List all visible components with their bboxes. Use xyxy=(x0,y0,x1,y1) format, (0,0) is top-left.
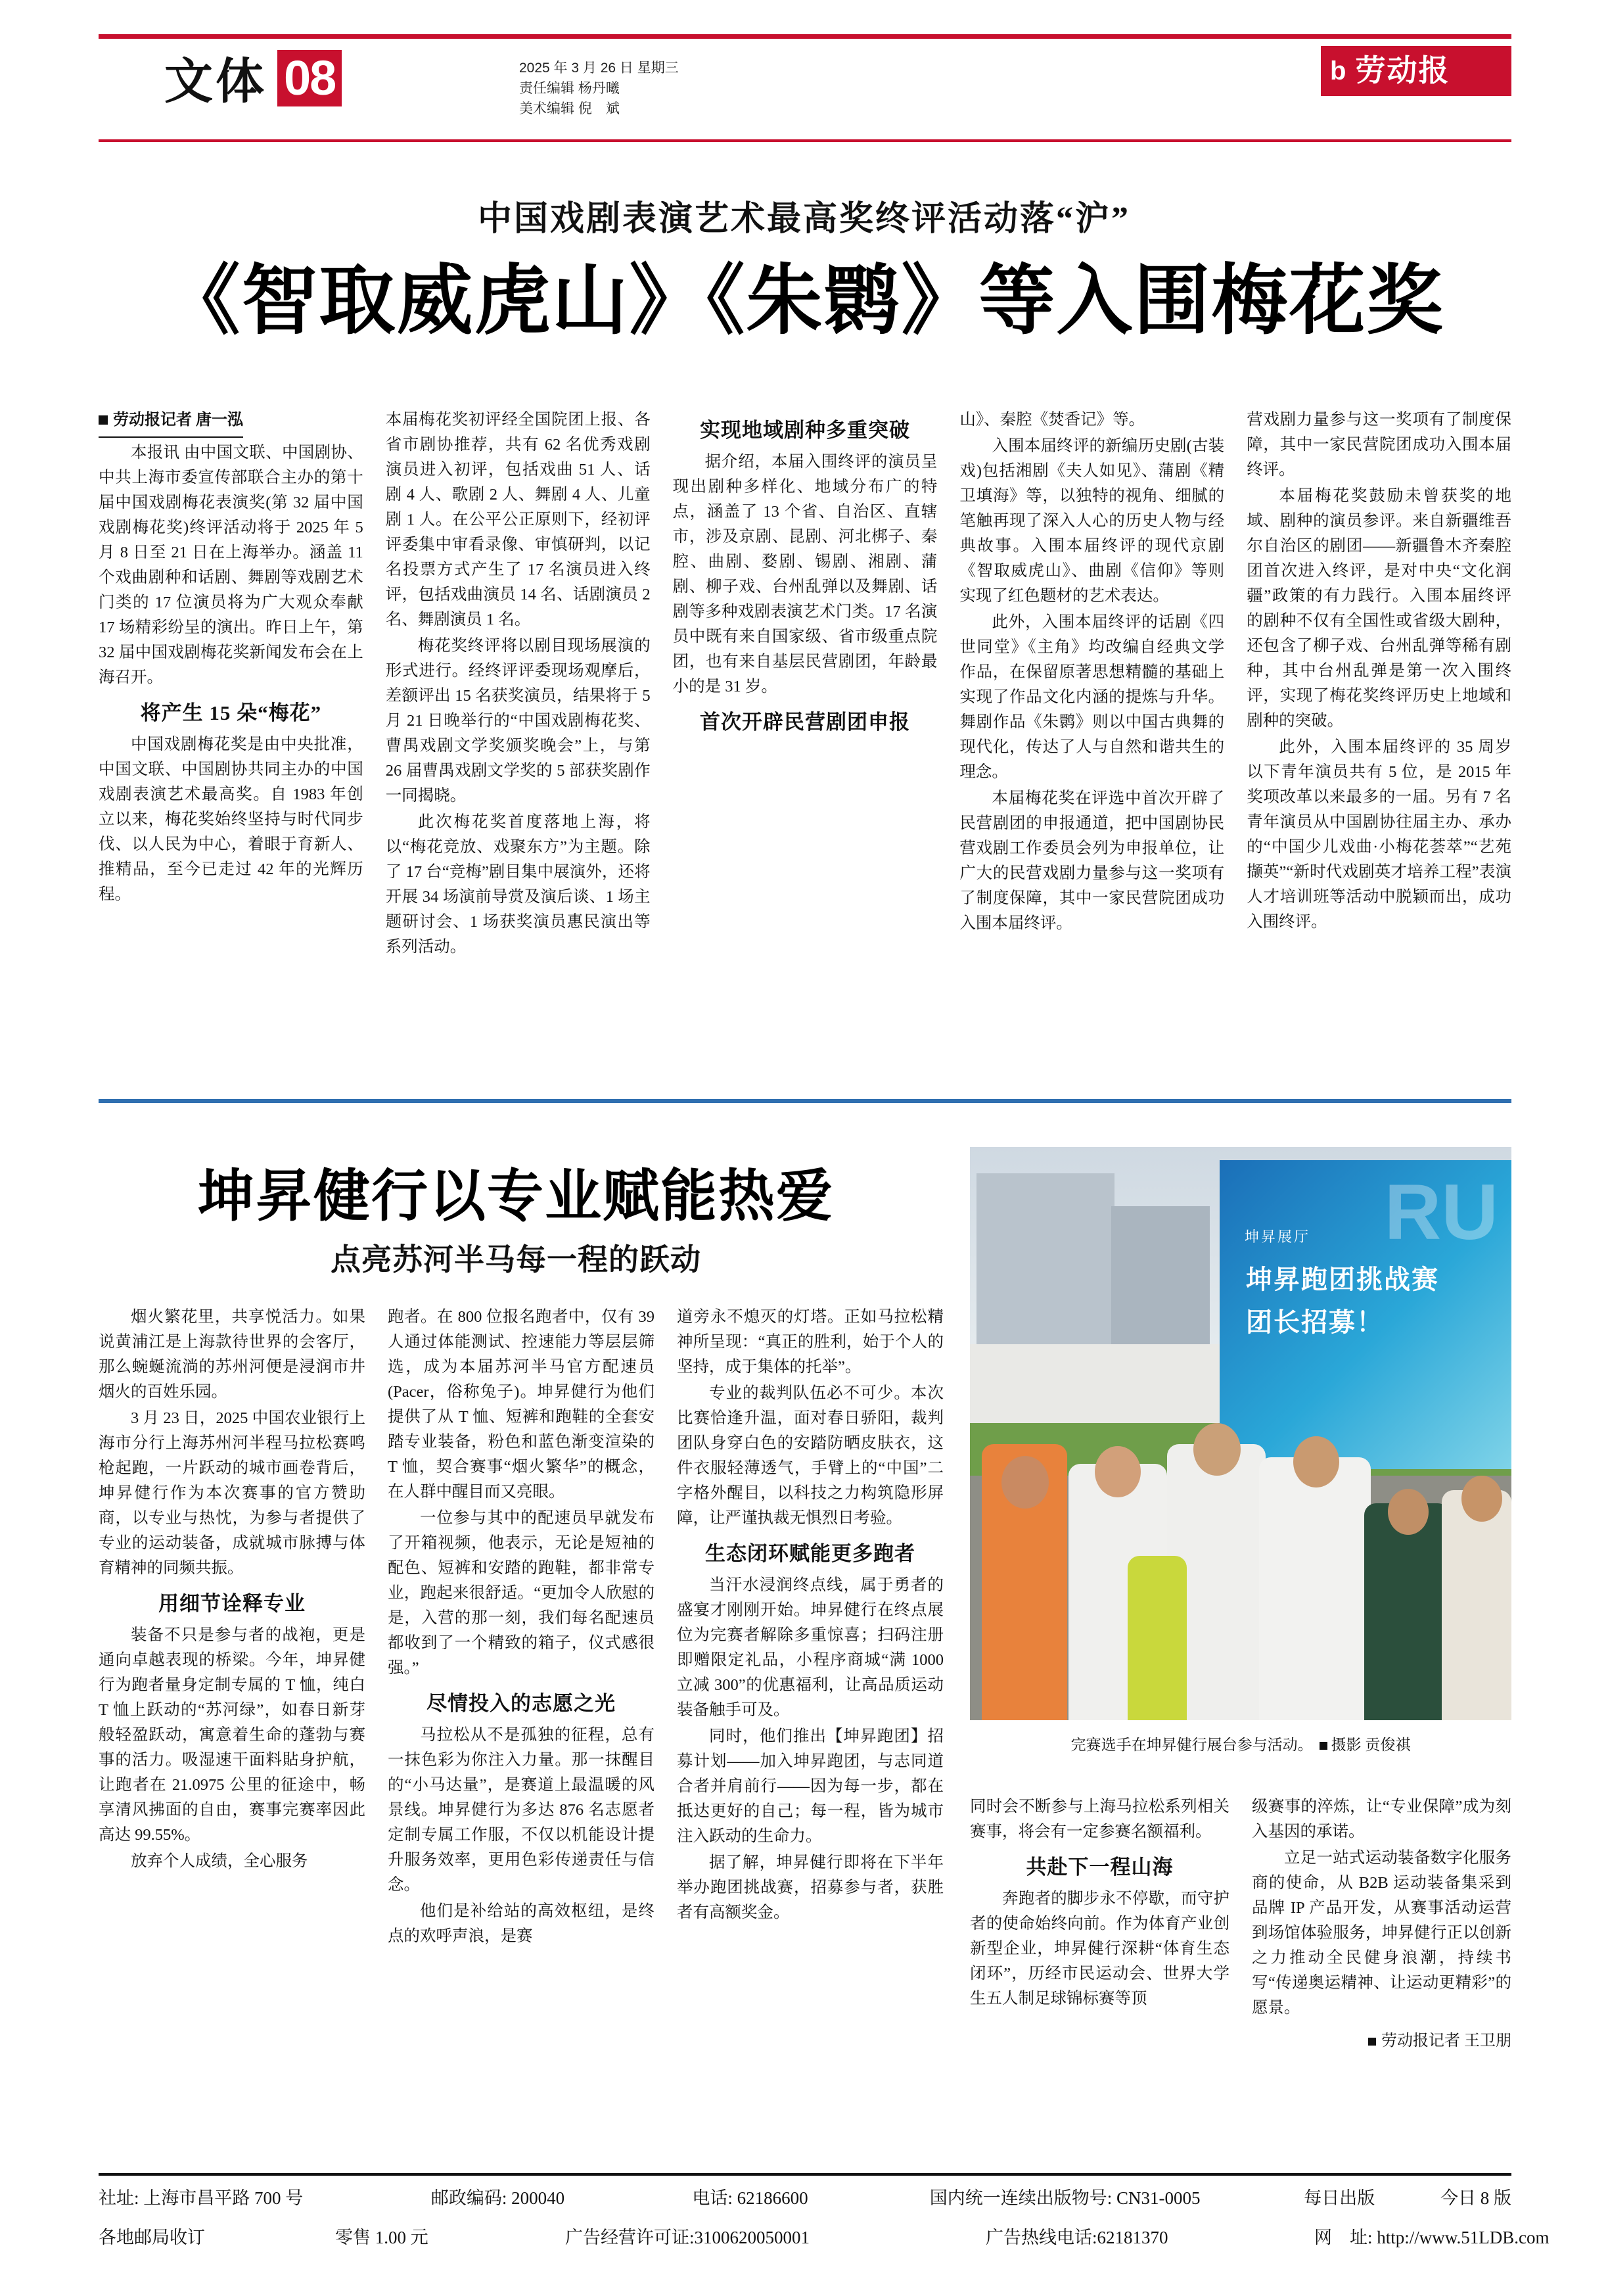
story2-column-2 xyxy=(388,1305,655,1950)
masthead xyxy=(99,34,1511,146)
photo-person-head xyxy=(1001,1456,1049,1509)
story1-subhead-2: 实现地域剧种多重突破 xyxy=(699,419,910,442)
paragraph: 据了解，坤昇健行即将在下半年举办跑团挑战赛，招募参与者，获胜者有高额奖金。 xyxy=(677,1854,944,1921)
photo-person xyxy=(1259,1457,1371,1720)
paragraph: 入围本届终评的新编历史剧(古装戏)包括湘剧《夫人如见》、蒲剧《精卫填海》等，以独特的视角、细腻的笔触再现了深入人心的历史人物与经典故事。入围本届终评的现代京剧《智取威虎山》、曲剧《信仰》等则实现了红色题材的艺术表达。 xyxy=(959,437,1225,605)
story2-columns xyxy=(99,1305,946,1950)
story2-column-4 xyxy=(970,1794,1229,2053)
paragraph: 他们是补给站的高效枢纽，是终点的欢呼声浪，是赛 xyxy=(388,1902,655,1945)
story2-column-3 xyxy=(677,1305,944,1950)
paragraph: 专业的裁判队伍必不可少。本次比赛恰逢升温，面对春日骄阳，裁判团队身穿白色的安踏防晒皮肤衣，这件衣服轻薄透气，手臂上的“中国”二字格外醒目，以科技之力构筑隐形屏障，让严谨执裁无惧烈日考验。 xyxy=(677,1384,944,1527)
footer-page-count: 今日 8 版 xyxy=(1440,2188,1511,2208)
paragraph: 山》、秦腔《焚香记》等。 xyxy=(959,411,1145,429)
paragraph: 营戏剧力量参与这一奖项有了制度保障，其中一家民营院团成功入围本届终评。 xyxy=(1247,411,1511,479)
paragraph: 同时会不断参与上海马拉松系列相关赛事，将会有一定参赛名额福利。 xyxy=(970,1798,1229,1840)
page-number: 08 xyxy=(277,50,342,106)
story2-lower-columns xyxy=(970,1794,1511,2053)
photo-person-head xyxy=(1193,1423,1241,1476)
story1-columns xyxy=(99,408,1511,1058)
story2-column-1 xyxy=(99,1305,365,1950)
photo-event-banner xyxy=(1220,1160,1511,1469)
footer-price: 零售 1.00 元 xyxy=(335,2228,428,2247)
responsible-editor: 责任编辑 杨丹曦 xyxy=(519,81,620,96)
photo-person-head xyxy=(1461,1476,1502,1522)
story2-subhead-4: 共赴下一程山海 xyxy=(1026,1856,1174,1879)
paragraph: 本报讯 由中国文联、中国剧协、中共上海市委宣传部联合主办的第十届中国戏剧梅花表演奖(第 32 届中国戏剧梅花奖)终评活动将于 2025 年 5 月 8 日至 21 日在上海举办。涵盖 11 个戏曲剧种和话剧、舞剧等戏剧艺术门类的 17 位演员将为广大观众奉献 17 场精彩纷呈的演出。昨日上午，第 32 届中国戏剧梅花奖新闻发布会在上海召开。 xyxy=(99,444,363,686)
story1-byline xyxy=(99,408,243,438)
banner-line-1: 坤昇跑团挑战赛 xyxy=(1246,1265,1439,1294)
paragraph: 梅花奖终评将以剧目现场展演的形式进行。经终评评委现场观摩后，差额评出 15 名获奖演员，结果将于 5 月 21 日晚举行的“中国戏剧梅花奖、曹禺戏剧文学奖颁奖晚会”上，与第 26 届曹禺戏剧文学奖的 5 部获奖剧作一同揭晓。 xyxy=(385,637,651,805)
paragraph: 本届梅花奖鼓励未曾获奖的地域、剧种的演员参评。来自新疆维吾尔自治区的剧团——新疆鲁木齐秦腔团首次进入终评，是对中央“文化润疆”政策的有力践行。入围本届终评的剧种不仅有全国性或省级大剧种，还包含了柳子戏、台州乱弹等稀有剧种，其中台州乱弹是第一次入围终评，实现了梅花奖终评历史上地域和剧种的突破。 xyxy=(1247,487,1511,730)
signature-square-icon xyxy=(1368,2038,1376,2046)
banner-line-2: 团长招募！ xyxy=(1246,1307,1384,1337)
story1-column-4 xyxy=(959,408,1224,1058)
paragraph: 烟火繁花里，共享悦活力。如果说黄浦江是上海款待世界的会客厅，那么蜿蜒流淌的苏州河便是浸润市井烟火的百姓乐园。 xyxy=(99,1308,365,1401)
art-editor: 美术编辑 倪 斌 xyxy=(519,101,620,116)
story1-byline-text: 劳动报记者 唐一泓 xyxy=(113,411,243,429)
photo-person xyxy=(1364,1503,1450,1720)
section-divider xyxy=(99,1099,1511,1103)
story1-column-2 xyxy=(386,408,651,1058)
story2-subhead-2: 尽情投入的志愿之光 xyxy=(426,1692,616,1715)
paragraph: 据介绍，本届入围终评的演员呈现出剧种多样化、地域分布广的特点，涵盖了 13 个省、自治区、直辖市，涉及京剧、昆剧、河北梆子、秦腔、曲剧、婺剧、锡剧、湘剧、蒲剧、柳子戏、台州乱弹以及舞剧、话剧等多种戏剧表演艺术门类。17 名演员中既有来自国家级、省市级重点院团，也有来自基层民营剧团，年龄最小的是 31 岁。 xyxy=(672,453,938,695)
paragraph: 中国戏剧梅花奖是由中央批准，中国文联、中国剧协共同主办的中国戏剧表演艺术最高奖。自 1983 年创立以来，梅花奖始终坚持与时代同步伐、以人民为中心，着眼于育新人、推精品，至今已走过 42 年的光辉历程。 xyxy=(99,736,363,903)
paragraph: 立足一站式运动装备数字化服务商的使命，从 B2B 运动装备集采到品牌 IP 产品开发，从赛事活动运营到场馆体验服务，坤昇健行正以创新之力推动全民健身浪潮，持续书写“传递奥运精神、让运动更精彩”的愿景。 xyxy=(1252,1849,1511,2017)
masthead-bottom-rule xyxy=(99,139,1511,142)
story1-subhead-3: 首次开辟民营剧团申报 xyxy=(699,711,910,734)
issue-date: 2025 年 3 月 26 日 星期三 xyxy=(519,60,679,76)
masthead-top-rule xyxy=(99,34,1511,39)
paragraph: 放弃个人成绩，全心服务 xyxy=(131,1852,308,1870)
story2-photo xyxy=(970,1147,1511,1720)
page-footer xyxy=(99,2173,1550,2255)
story2-signature xyxy=(1252,2028,1511,2053)
masthead-meta xyxy=(519,58,679,119)
story2-column-5 xyxy=(1252,1794,1511,2053)
paragraph: 奔跑者的脚步永不停歇，而守护者的使命始终向前。作为体育产业创新型企业，坤昇健行深耕“体育生态闭环”，历经市民运动会、世界大学生五人制足球锦标赛等顶 xyxy=(970,1890,1229,2007)
story2-subhead-1: 用细节诠释专业 xyxy=(158,1592,306,1615)
story1-column-3 xyxy=(673,408,938,1058)
story2-subhead-3: 生态闭环赋能更多跑者 xyxy=(705,1542,915,1565)
publication-logo xyxy=(1321,46,1511,96)
paragraph: 装备不只是参与者的战袍，更是通向卓越表现的桥梁。今年，坤昇健行为跑者量身定制专属的 T 恤，纯白 T 恤上跃动的“苏河绿”，如春日新芽般轻盈跃动，寓意着生命的蓬勃与赛事的活力。吸湿速干面料貼身护航，让跑者在 21.0975 公里的征途中，畅享清风拂面的自由，赛事完赛率因此高达 99.55%。 xyxy=(99,1626,365,1844)
photo-caption xyxy=(970,1733,1511,1754)
photo-credit: 摄影 贡俊祺 xyxy=(1331,1737,1411,1753)
photo-tent xyxy=(970,1344,1233,1423)
paragraph: 本届梅花奖初评经全国院团上报、各省市剧协推荐，共有 62 名优秀戏剧演员进入初评，包括戏曲 51 人、话剧 4 人、歌剧 2 人、舞剧 4 人、儿童剧 1 人。在公平公正原则下，经初评评委集中审看录像、审慎研判，以记名投票方式产生了 17 名演员进入终评，包括戏曲演员 14 名、话剧演员 2 名、舞剧演员 1 名。 xyxy=(385,411,651,628)
story2-subheadline: 点亮苏河半马每一程的跃动 xyxy=(331,1243,701,1277)
paragraph: 级赛事的淬炼，让“专业保障”成为刻入基因的承诺。 xyxy=(1252,1798,1511,1840)
paragraph: 此外，入围本届终评的 35 周岁以下青年演员共有 5 位，是 2015 年奖项改革以来最多的一届。另有 7 名青年演员从中国剧协往届主办、承办的“中国少儿戏曲·小梅花荟萃”“艺苑撷英”“新时代戏剧英才培养工程”表演人才培训班等活动中脱颖而出，成功入围终评。 xyxy=(1247,738,1511,931)
paragraph: 同时，他们推出【坤昇跑团】招募计划——加入坤昇跑团，与志同道合者并肩前行——因为每一步，都在抵达更好的自己；每一程，皆为城市注入跃动的生命力。 xyxy=(677,1727,944,1845)
section-title: 文体 xyxy=(164,55,267,109)
paragraph: 马拉松从不是孤独的征程，总有一抹色彩为你注入力量。那一抹醒目的“小马达量”，是赛道上最温暖的风景线。坤昇健行为多达 876 名志愿者定制专属工作服，不仅以机能设计提升服务效率，更用色彩传递责任与信念。 xyxy=(388,1726,655,1894)
photo-building-left xyxy=(976,1173,1114,1371)
photo-person-head xyxy=(1293,1436,1339,1488)
paragraph: 跑者。在 800 位报名跑者中，仅有 39 人通过体能测试、控速能力等层层筛选，成为本届苏河半马官方配速员(Pacer，俗称兔子)。坤昇健行为他们提供了从 T 恤、短裤和跑鞋的全套安踏专业装备，粉色和蓝色渐变渲染的 T 恤，契合赛事“烟火繁华”的概念，在人群中醒目而又亮眼。 xyxy=(388,1308,655,1501)
footer-phone: 电话: 62186600 xyxy=(692,2188,808,2208)
footer-row-2 xyxy=(99,2215,1550,2255)
byline-square-icon xyxy=(99,415,108,425)
footer-row-1 xyxy=(99,2176,1511,2215)
footer-ad-license: 广告经营许可证:3100620050001 xyxy=(565,2228,810,2247)
logo-mark-icon: b xyxy=(1330,57,1346,85)
footer-postcode: 邮政编码: 200040 xyxy=(430,2188,565,2208)
paragraph: 道旁永不熄灭的灯塔。正如马拉松精神所呈现：“真正的胜利，始于个人的坚持，成于集体的托举”。 xyxy=(677,1308,944,1376)
paragraph: 3 月 23 日，2025 中国农业银行上海市分行上海苏州河半程马拉松赛鸣枪起跑，一片跃动的城市画卷背后，坤昇健行作为本次赛事的官方赞助商，以专业与热忱，为参与者提供了专业的运动装备，成就城市脉搏与体育精神的同频共振。 xyxy=(99,1409,365,1577)
story2-headline: 坤昇健行以专业赋能热爱 xyxy=(198,1165,834,1228)
story1-column-5 xyxy=(1247,408,1511,1058)
footer-cn-number: 国内统一连续出版物号: CN31-0005 xyxy=(929,2188,1201,2208)
footer-address: 社址: 上海市昌平路 700 号 xyxy=(99,2188,304,2208)
paragraph: 本届梅花奖在评选中首次开辟了民营剧团的申报通道，把中国剧协民营戏剧工作委员会列为申报单位，让广大的民营戏剧力量参与这一奖项有了制度保障，其中一家民营院团成功入围本届终评。 xyxy=(959,789,1225,932)
story1-subhead-1: 将产生 15 朵“梅花” xyxy=(140,701,322,724)
story2-signature-text: 劳动报记者 王卫朋 xyxy=(1381,2032,1511,2050)
banner-small-text: 坤昇展厅 xyxy=(1245,1229,1311,1245)
paragraph: 一位参与其中的配速员早就发布了开箱视频，他表示，无论是短袖的配色、短裤和安踏的跑鞋，都非常专业，跑起来很舒适。“更加令人欣慰的是，入营的那一刻，我们每名配速员都收到了一个精致的箱子，仪式感很强。” xyxy=(388,1509,655,1677)
caption-square-icon xyxy=(1320,1742,1327,1750)
banner-mark-text: RU xyxy=(1384,1168,1498,1256)
photo-caption-text: 完赛选手在坤昇健行展台参与活动。 xyxy=(1070,1737,1313,1753)
footer-website: 网 址: http://www.51LDB.com xyxy=(1314,2228,1550,2247)
photo-person-head xyxy=(1095,1446,1141,1497)
story1-headline: 《智取威虎山》《朱鹮》等入围梅花奖 xyxy=(164,260,1444,344)
photo-volunteer-vest xyxy=(1128,1556,1187,1720)
story1-shoulder: 中国戏剧表演艺术最高奖终评活动落“沪” xyxy=(477,200,1130,238)
masthead-section-block xyxy=(164,50,342,109)
footer-subscription: 各地邮局收订 xyxy=(99,2228,205,2247)
footer-ad-hotline: 广告热线电话:62181370 xyxy=(986,2228,1168,2247)
photo-person-head xyxy=(1388,1489,1429,1535)
story1-column-1 xyxy=(99,408,363,1058)
paragraph: 此外，入围本届终评的话剧《四世同堂》《主角》均改编自经典文学作品，在保留原著思想精髓的基础上实现了作品文化内涵的提炼与升华。舞剧作品《朱鹮》则以中国古典舞的现代化，传达了人与自然和谐共生的理念。 xyxy=(959,613,1225,781)
logo-text: 劳动报 xyxy=(1355,54,1450,87)
footer-publish-frequency: 每日出版 xyxy=(1304,2188,1375,2208)
paragraph: 当汗水浸润终点线，属于勇者的盛宴才刚刚开始。坤昇健行在终点展位为完赛者解除多重惊喜；扫码注册即赠限定礼品，小程序商城“满 1000 立减 300”的优惠福利，让高品质运动装备触手可及。 xyxy=(677,1576,944,1719)
paragraph: 此次梅花奖首度落地上海，将以“梅花竞放、戏聚东方”为主题。除了 17 台“竞梅”剧目集中展演外，还将开展 34 场演前导赏及演后谈、1 场主题研讨会、1 场获奖演员惠民演出等系列活动。 xyxy=(385,813,651,956)
photo-person xyxy=(1442,1490,1511,1720)
